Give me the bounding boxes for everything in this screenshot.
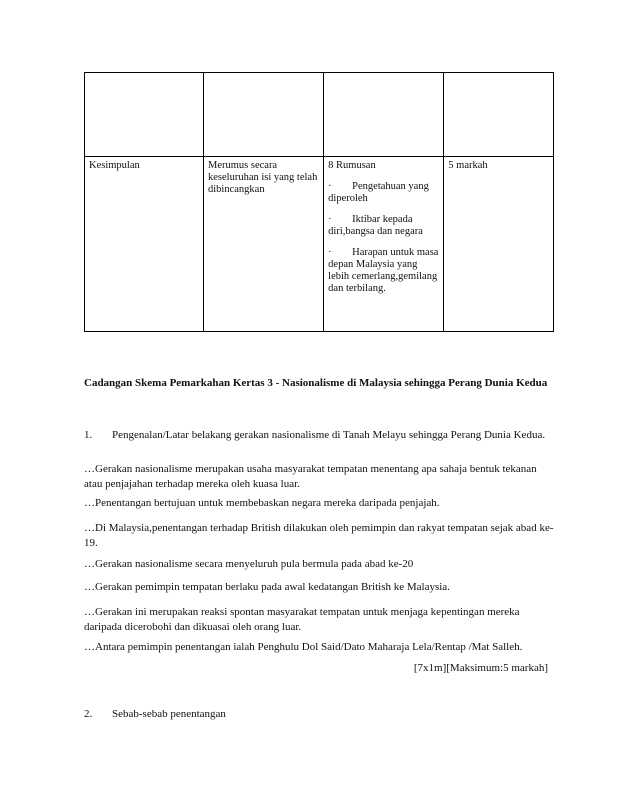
- cell-description: Merumus secara keseluruhan isi yang telah dibincangkan: [204, 157, 324, 332]
- point-item: · Iktibar kepada diri,bangsa dan negara: [328, 214, 423, 237]
- point-item: · Harapan untuk masa depan Malaysia yang lebih cemerlang,gemilang dan terbilang.: [328, 247, 439, 294]
- table-cell: [324, 73, 444, 157]
- section1-point: …Antara pemimpin penentangan ialah Penghulu Dol Said/Dato Maharaja Lela/Rentap /Mat Salleh.: [84, 641, 523, 653]
- table-cell: [444, 73, 554, 157]
- cell-aspect: Kesimpulan: [85, 157, 204, 332]
- section1-point: …Gerakan pemimpin tempatan berlaku pada awal kedatangan British ke Malaysia.: [84, 581, 450, 593]
- section2-title: 2. Sebab-sebab penentangan: [84, 708, 226, 720]
- cell-marks: 5 markah: [444, 157, 554, 332]
- rubric-table: [84, 72, 554, 332]
- table-cell: [204, 73, 324, 157]
- section1-point: …Gerakan nasionalisme secara menyeluruh pula bermula pada abad ke-20: [84, 558, 414, 570]
- section1-point: …Penentangan bertujuan untuk membebaskan negara mereka daripada penjajah.: [84, 497, 440, 509]
- points-title: 8 Rumusan: [328, 160, 376, 171]
- point-item: · Pengetahuan yang diperoleh: [328, 181, 429, 204]
- section1-point: …Gerakan ini merupakan reaksi spontan masyarakat tempatan untuk menjaga kepentingan mereka daripada dicerobohi dan dikuasai oleh orang luar.: [84, 606, 520, 633]
- table-cell: [85, 73, 204, 157]
- section1-point: …Di Malaysia,penentangan terhadap British dilakukan oleh pemimpin dan rakyat tempatan sejak abad ke-19.: [84, 522, 554, 549]
- cell-points: [324, 157, 444, 332]
- table-row-kesimpulan: [85, 157, 554, 332]
- section-heading: Cadangan Skema Pemarkahan Kertas 3 - Nasionalisme di Malaysia sehingga Perang Dunia Kedua: [84, 377, 548, 389]
- section1-title: 1. Pengenalan/Latar belakang gerakan nasionalisme di Tanah Melayu sehingga Perang Dunia Kedua.: [84, 429, 546, 441]
- score-note: [7x1m][Maksimum:5 markah]: [413, 662, 548, 674]
- section1-point: …Gerakan nasionalisme merupakan usaha masyarakat tempatan menentang apa sahaja bentuk tekanan atau penjajahan terhadap mereka oleh kuasa luar.: [84, 463, 537, 490]
- table-row-empty: [85, 73, 554, 157]
